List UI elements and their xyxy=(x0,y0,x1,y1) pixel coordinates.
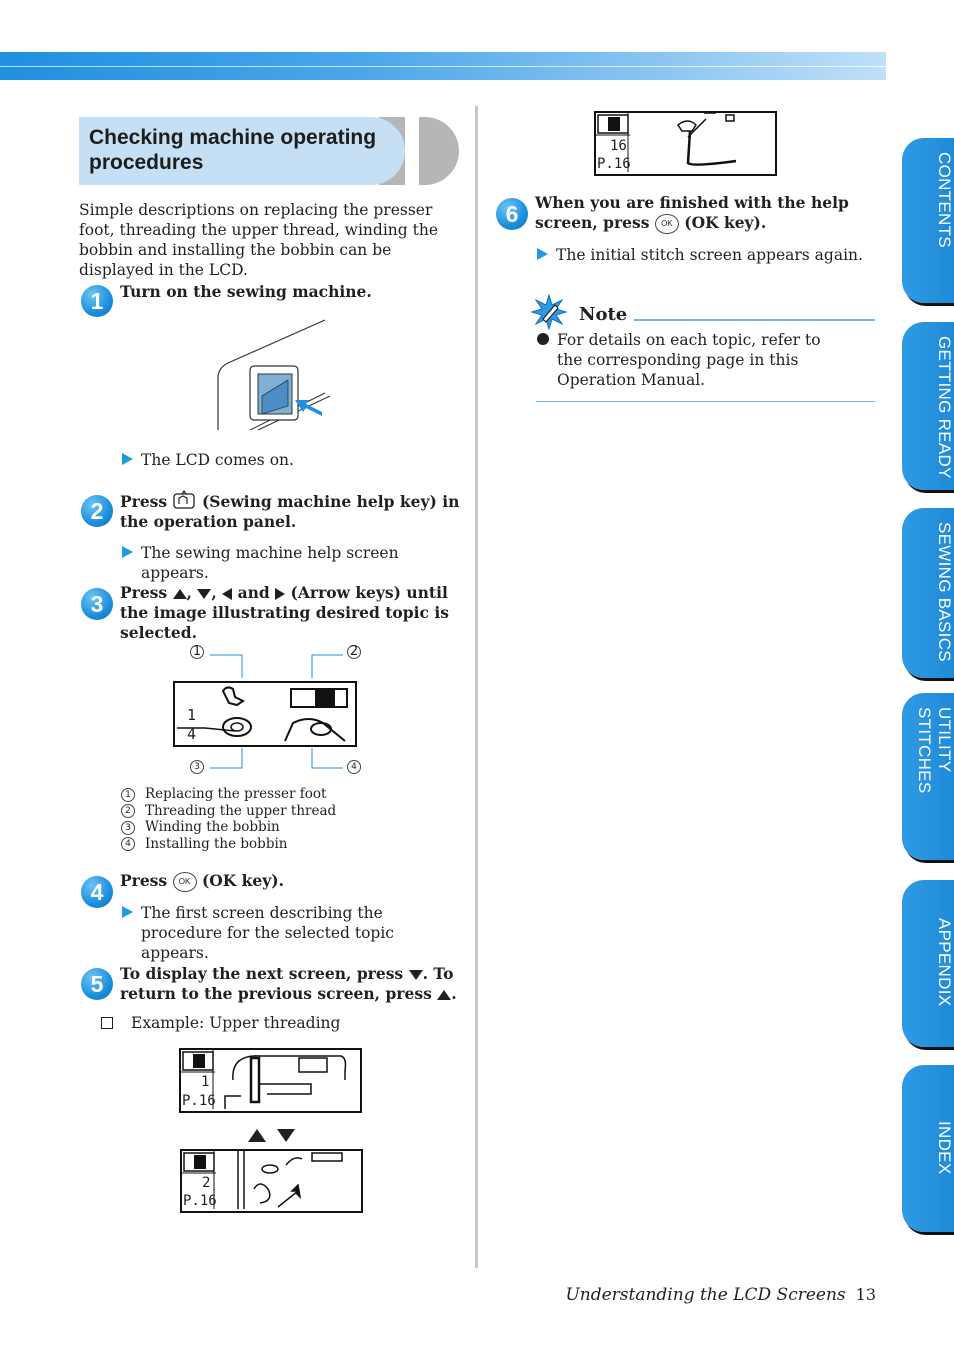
result-arrow-icon xyxy=(122,546,133,558)
column-divider xyxy=(475,106,478,1268)
step-3-text: Press , , and (Arrow keys) until the image illustrating desired topic is selected. xyxy=(120,583,449,642)
result-arrow-icon xyxy=(122,906,133,918)
step-3-number: 3 xyxy=(81,588,113,620)
ok-key-icon: OK xyxy=(655,214,679,234)
upper-threading-lcd-1 xyxy=(179,1048,362,1113)
arrow-down-icon xyxy=(197,589,211,599)
tab-contents[interactable]: CONTENTS xyxy=(902,138,954,303)
legend-item: 4 Installing the bobbin xyxy=(121,836,336,853)
arrow-down-icon xyxy=(409,970,423,980)
header-bar xyxy=(0,52,886,80)
note-icon xyxy=(531,294,567,330)
tab-appendix[interactable]: APPENDIX xyxy=(902,880,954,1047)
callout-3: 3 xyxy=(190,760,204,774)
tab-index[interactable]: INDEX xyxy=(902,1065,954,1232)
example-label: Example: Upper threading xyxy=(131,1014,341,1032)
note-text: For details on each topic, refer to the corresponding page in this Operation Manual. xyxy=(557,331,821,389)
result-arrow-icon xyxy=(122,453,133,465)
section-heading-box xyxy=(79,117,459,185)
step-5-text: To display the next screen, press . To return to the previous screen, press . xyxy=(120,964,457,1003)
step-6-number: 6 xyxy=(496,198,528,230)
callout-2: 2 xyxy=(347,645,361,659)
arrow-left-icon xyxy=(222,588,232,600)
lcd-page-ref: P.16 xyxy=(597,156,631,172)
step-5-number: 5 xyxy=(81,968,113,1000)
note-bottom-divider xyxy=(536,401,875,402)
arrow-up-icon xyxy=(248,1129,266,1142)
arrow-up-icon xyxy=(173,589,187,599)
arrow-up-icon xyxy=(437,990,451,1000)
callout-1: 1 xyxy=(190,645,204,659)
step-4-result: The first screen describing the procedure for the selected topic appears. xyxy=(141,904,394,962)
note-title: Note xyxy=(579,304,628,325)
legend-item: 2 Threading the upper thread xyxy=(121,803,336,820)
help-detail-lcd xyxy=(594,111,777,176)
lcd-page-number: 16 xyxy=(610,138,627,154)
tab-utility-stitches[interactable]: UTILITY STITCHES xyxy=(902,693,954,860)
step-4-number: 4 xyxy=(81,876,113,908)
step-2-number: 2 xyxy=(81,495,113,527)
lcd-page-number: 2 xyxy=(202,1175,211,1191)
footer-title: Understanding the LCD Screens xyxy=(565,1285,846,1305)
page-footer xyxy=(560,1285,876,1305)
power-switch-illustration xyxy=(210,318,335,436)
upper-threading-lcd-2 xyxy=(180,1149,363,1213)
legend-item: 1 Replacing the presser foot xyxy=(121,786,336,803)
checkbox-icon xyxy=(101,1017,113,1029)
step-6-text: When you are finished with the help screen, press OK (OK key). xyxy=(535,193,849,232)
legend-list xyxy=(121,786,336,852)
arrow-down-icon xyxy=(277,1129,295,1142)
step-2-text: Press (Sewing machine help key) in the operation panel. xyxy=(120,492,460,531)
result-arrow-icon xyxy=(537,248,548,260)
bullet-icon xyxy=(537,333,549,345)
section-heading: Checking machine operating procedures xyxy=(89,126,377,174)
lcd-page-ref: P.16 xyxy=(183,1193,217,1209)
ok-key-icon: OK xyxy=(173,872,197,892)
tab-sewing-basics[interactable]: SEWING BASICS xyxy=(902,508,954,678)
intro-text: Simple descriptions on replacing the presser foot, threading the upper thread, winding the bobbin and installing the bobbin can be displayed in the LCD. xyxy=(79,201,438,279)
menu-page-number: 1 xyxy=(187,706,197,724)
page-number: 13 xyxy=(855,1285,876,1304)
navigation-arrows xyxy=(248,1125,295,1144)
step-6-result: The initial stitch screen appears again. xyxy=(556,246,863,264)
help-key-icon xyxy=(173,490,197,510)
lcd-page-number: 1 xyxy=(201,1074,210,1090)
step-1-number: 1 xyxy=(81,285,113,317)
lcd-page-ref: P.16 xyxy=(182,1093,216,1109)
step-2-result: The sewing machine help screen appears. xyxy=(141,544,399,582)
tab-getting-ready[interactable]: GETTING READY xyxy=(902,322,954,490)
note-divider xyxy=(634,319,875,321)
step-1-text: Turn on the sewing machine. xyxy=(120,282,372,301)
callout-4: 4 xyxy=(347,760,361,774)
step-1-result: The LCD comes on. xyxy=(141,451,294,469)
arrow-right-icon xyxy=(275,588,285,600)
menu-page-total: 4 xyxy=(187,725,197,743)
legend-item: 3 Winding the bobbin xyxy=(121,819,336,836)
help-menu-lcd xyxy=(173,681,357,747)
step-4-text: Press OK (OK key). xyxy=(120,871,284,890)
